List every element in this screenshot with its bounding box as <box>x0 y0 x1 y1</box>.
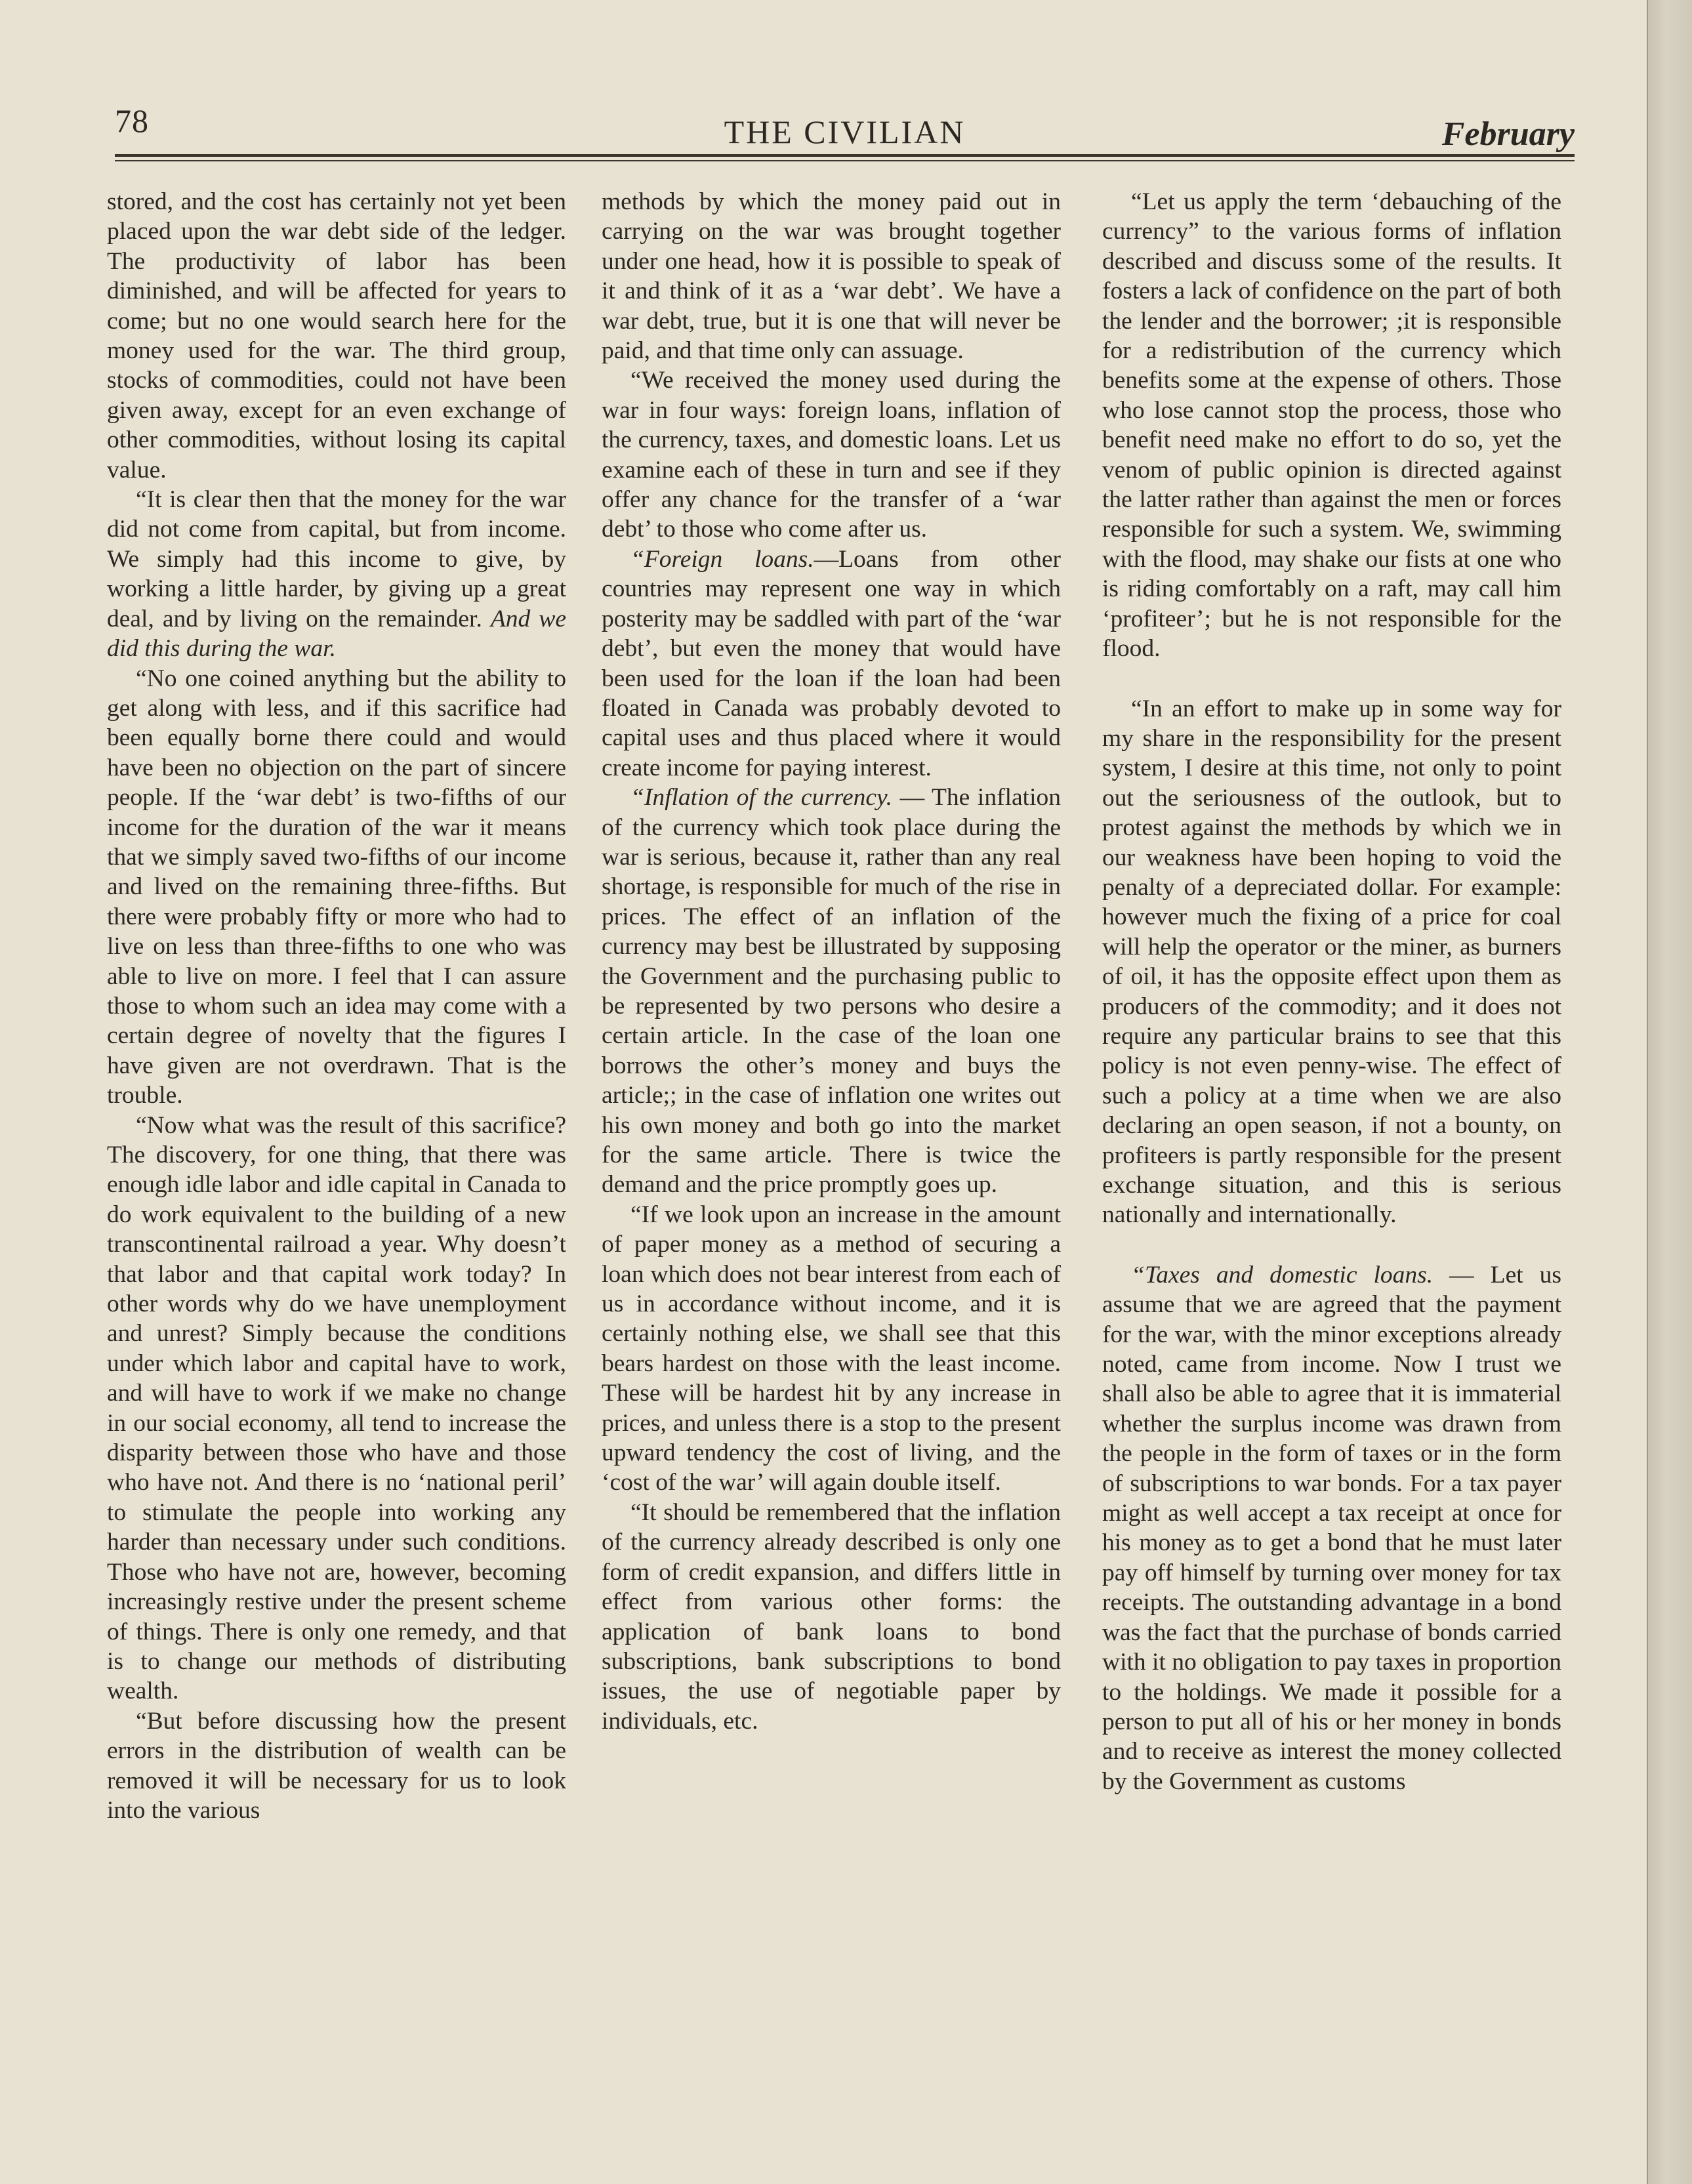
section-heading-inflation: “Inflation of the currency. <box>630 784 892 812</box>
column-middle <box>602 187 1061 1736</box>
paragraph: “Taxes and domestic loans. — Let us assume that we are agreed that the payment for the war, with the minor exceptions already noted, came from income. Now I trust we shall also be able to agree that it is immaterial whether the surplus income was drawn from the people in the form of taxes or in the form of subscriptions to war bonds. For a tax payer might as well accept a tax receipt at once for his money as to get a bond that he must later pay off himself by turning over money for tax receipts. The outstanding advantage in a bond was the fact that the purchase of bonds carried with it no obligation to pay taxes in proportion to the holdings. We made it possible for a person to put all of his or her money in bonds and to receive as interest the money collected by the Government as customs <box>1102 1261 1561 1795</box>
paragraph: “But before discussing how the present errors in the distribution of wealth can be removed it will be necessary for us to look into the various <box>107 1707 566 1824</box>
header-rule-bottom <box>115 160 1575 161</box>
paragraph: “It should be remembered that the inflation of the currency already described is only one form of credit expansion, and differs little in effect from various other forms: the application of bank loans to bond subscriptions, bank subscriptions to bond issues, the use of negotiable paper by individuals, etc. <box>602 1498 1061 1735</box>
paragraph: “It is clear then that the money for the war did not come from capital, but from income. We simply had this income to give, by working a little harder, by giving up a great deal, and by living on the remainder. And we did this during the war. <box>107 486 566 663</box>
paragraph: “In an effort to make up in some way for my share in the responsibility for the present system, I desire at this time, not only to point out the seriousness of the outlook, but to protest against the methods by which we in our weakness have been hoping to void the penalty of a depreciated dollar. For example: however much the fixing of a price for coal will help the operator or the miner, as burners of oil, it has the opposite effect upon them as producers of the commodity; and it does not require any particular brains to see that this policy is not even penny-wise. The effect of such a policy at a time when we are also declaring an open season, if not a bounty, on profiteers is partly responsible for the present exchange situation, and this is serious nationally and internationally. <box>1102 695 1561 1229</box>
header-rule-top <box>115 154 1575 157</box>
italic-phrase: And we did this during the war. <box>107 605 566 663</box>
section-heading-taxes: “Taxes and domestic loans. <box>1131 1261 1434 1288</box>
paragraph: “No one coined anything but the ability to get along with less, and if this sacrifice had been equally borne there could and would have been no objection on the part of sincere people. If the ‘war debt’ is two-fifths of our income for the duration of the war it means that we simply saved two-fifths of our income and lived on the remaining three-fifths. But there were probably fifty or more who had to live on less than three-fifths to one who was able to live on more. I feel that I can assure those to whom such an idea may come with a certain degree of novelty that the figures I have given are not overdrawn. That is the trouble. <box>107 665 566 1109</box>
page-number: 78 <box>115 102 149 139</box>
next-page-edge <box>1647 0 1692 2184</box>
paragraph: stored, and the cost has certainly not yet been placed upon the war debt side of the ledger. The productivity of labor has been diminished, and will be affected for years to come; but no one would search here for the money used for the war. The third group, stocks of commodities, could not have been given away, except for an even exchange of other commodities, without losing its capital value. <box>107 188 566 484</box>
column-right <box>1102 187 1561 1796</box>
page-header <box>115 98 1575 157</box>
paragraph: “Inflation of the currency. — The inflation of the currency which took place during the war is serious, because it, rather than any real shortage, is responsible for much of the rise in prices. The effect of an inflation of the currency may best be illustrated by supposing the Government and the purchasing public to be represented by two persons who desire a certain article. In the case of the loan one borrows the other’s money and buys the article;; in the case of inflation one writes out his own money and both go into the market for the same article. There is twice the demand and the price promptly goes up. <box>602 784 1061 1199</box>
paragraph: “We received the money used during the war in four ways: foreign loans, inflation of the currency, taxes, and domestic loans. Let us examine each of these in turn and see if they offer any chance for the transfer of a ‘war debt’ to those who come after us. <box>602 367 1061 543</box>
column-left <box>107 187 566 1825</box>
paragraph: “If we look upon an increase in the amount of paper money as a method of securing a loan which does not bear interest from each of us in accordance without income, and it is certainly nothing else, we shall see that this bears hardest on those with the least income. These will be hardest hit by any increase in prices, and unless there is a stop to the present upward tendency the cost of living, and the ‘cost of the war’ will again double itself. <box>602 1201 1061 1496</box>
paragraph: “Now what was the result of this sacrifice? The discovery, for one thing, that there was enough idle labor and idle capital in Canada to do work equivalent to the building of a new transcontinental railroad a year. Why doesn’t that labor and that capital work today? In other words why do we have unemployment and unrest? Simply because the conditions under which labor and capital have to work, and will have to work if we make no change in our social economy, all tend to increase the disparity between those who have and those who have not. And there is no ‘national peril’ to stimulate the people into working any harder than necessary under such conditions. Those who have not are, however, becoming increasingly restive under the present scheme of things. There is only one remedy, and that is to change our methods of distributing wealth. <box>107 1111 566 1705</box>
paragraph: “Foreign loans.—Loans from other countries may represent one way in which posterity may be saddled with part of the ‘war debt’, but even the money that would have been used for the loan if the loan had been floated in Canada was probably devoted to capital uses and thus placed where it would create income for paying interest. <box>602 545 1061 781</box>
issue-month: February <box>1441 115 1575 153</box>
paragraph: methods by which the money paid out in carrying on the war was brought together under one head, how it is possible to speak of it and think of it as a ‘war debt’. We have a war debt, true, but it is one that will never be paid, and that time only can assuage. <box>602 188 1061 365</box>
section-heading-foreign-loans: “Foreign loans. <box>630 545 814 573</box>
journal-title: THE CIVILIAN <box>724 113 966 150</box>
paragraph: “Let us apply the term ‘debauching of the currency” to the various forms of inflation described and discuss some of the results. It fosters a lack of confidence on the part of both the lender and the borrower; ;it is responsible for a redistribution of the currency which benefits some at the expense of others. Those who lose cannot stop the process, those who benefit need make no effort to do so, yet the venom of public opinion is directed against the latter rather than against the men or forces responsible for such a system. We, swimming with the flood, may shake our fists at one who is riding comfortably on a raft, may call him ‘profiteer’; but he is not responsible for the flood. <box>1102 188 1561 663</box>
